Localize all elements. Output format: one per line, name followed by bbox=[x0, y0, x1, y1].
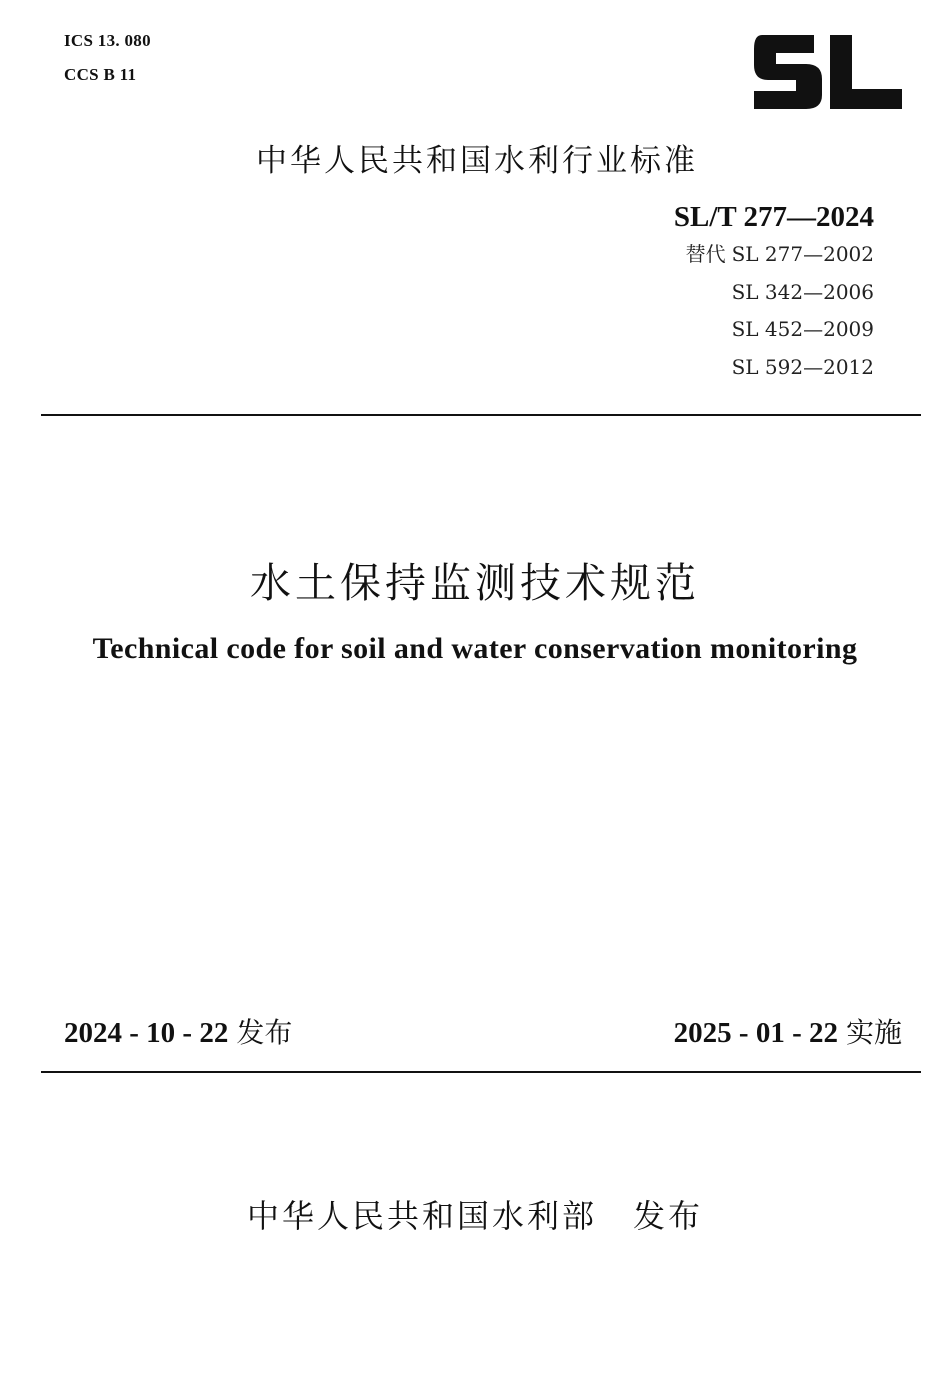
implementation-date-line bbox=[674, 1011, 902, 1051]
main-title-english: Technical code for soil and water conservation monitoring bbox=[92, 632, 858, 665]
top-divider bbox=[41, 414, 921, 416]
replaces-row bbox=[674, 274, 874, 312]
replaces-row bbox=[674, 311, 874, 349]
standard-number-block bbox=[674, 198, 874, 386]
issue-date: 2024 - 10 - 22 bbox=[64, 1017, 229, 1049]
issuer-action: 发布 bbox=[633, 1197, 704, 1235]
replaced-standard: SL 592—2012 bbox=[731, 354, 874, 379]
replaces-row bbox=[674, 236, 874, 274]
issuer-name: 中华人民共和国水利部 bbox=[246, 1197, 597, 1235]
implementation-date: 2025 - 01 - 22 bbox=[673, 1017, 838, 1049]
ccs-code: CCS B 11 bbox=[64, 65, 137, 84]
industry-standard-title: 中华人民共和国水利行业标准 bbox=[256, 143, 698, 179]
replaced-standard: SL 452—2009 bbox=[731, 317, 874, 341]
replaces-row bbox=[674, 349, 874, 387]
replaces-label: 替代 bbox=[685, 242, 726, 266]
sl-logo bbox=[752, 31, 904, 111]
implementation-label: 实施 bbox=[845, 1016, 902, 1049]
replaced-standard: SL 277—2002 bbox=[731, 242, 874, 266]
bottom-divider bbox=[41, 1071, 921, 1073]
issuer-line bbox=[0, 1191, 950, 1237]
ics-code: ICS 13. 080 bbox=[64, 31, 151, 50]
standard-number: SL/T 277—2024 bbox=[673, 201, 874, 233]
issue-date-line bbox=[64, 1011, 292, 1051]
main-title-chinese: 水土保持监测技术规范 bbox=[250, 559, 700, 607]
issue-label: 发布 bbox=[236, 1016, 293, 1049]
replaced-standard: SL 342—2006 bbox=[731, 279, 874, 304]
